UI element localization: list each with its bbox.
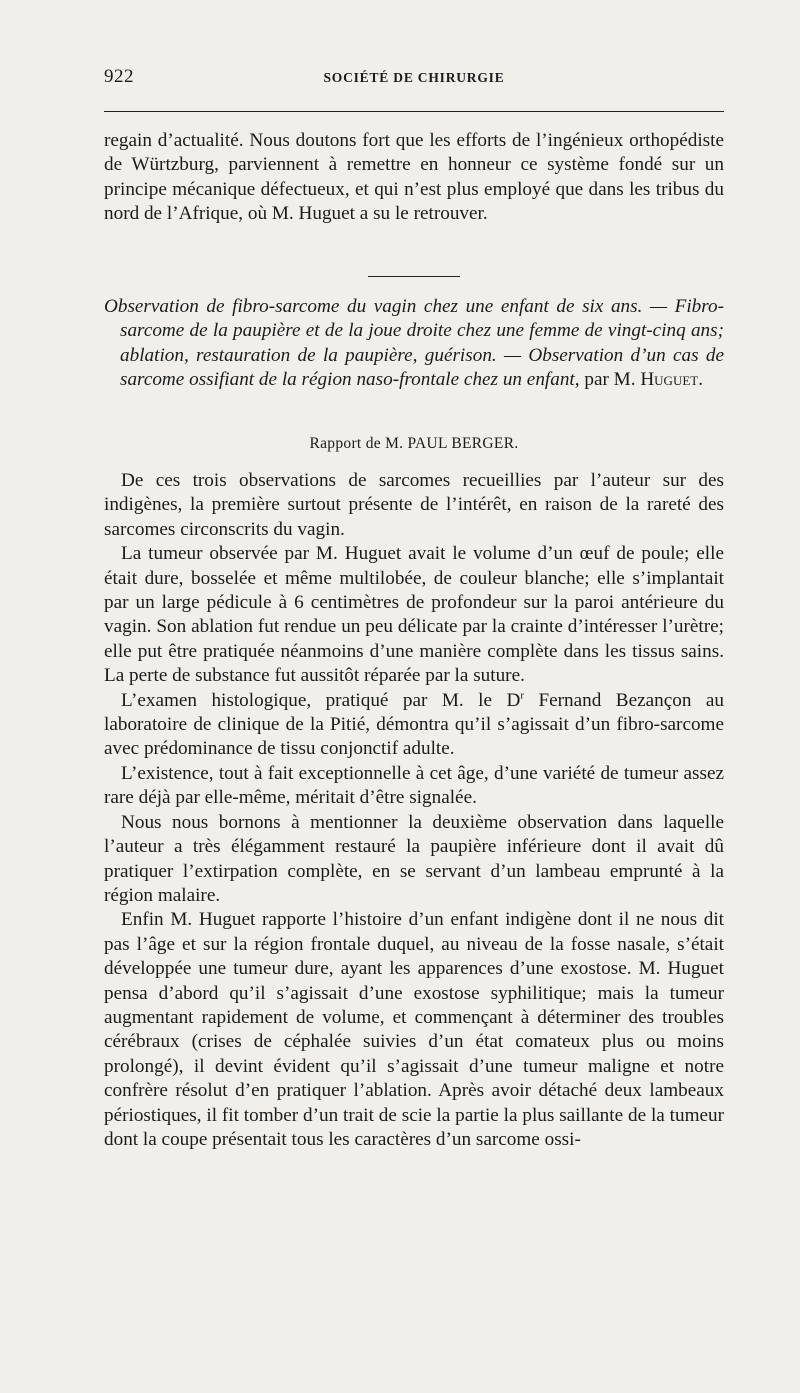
paragraph-histology <box>104 689 724 762</box>
article-title <box>104 295 724 393</box>
histo-after: Fernand Bezançon au laboratoire de clinique de la Pitié, démontra qu’il s’agissait d’un fibro-sarcome avec prédominance de tissu conjonctif adulte. <box>104 689 724 760</box>
title-text: Observation de fibro-sarcome du vagin chez une enfant de six ans. — Fibro-sarcome de la paupière et de la joue droite chez une femme de vingt-cinq ans; ablation, restauration de la paupière, guérison. — Observation d’un cas de sarcome ossifiant de la région naso-frontale chez un enfant, <box>104 296 724 391</box>
header-rule <box>104 111 724 112</box>
histo-before: L’examen histologique, pratiqué par M. le D <box>121 689 521 711</box>
section-separator <box>368 276 460 277</box>
page-number: 922 <box>104 66 134 87</box>
running-head: SOCIÉTÉ DE CHIRURGIE <box>323 70 505 85</box>
title-by: par M. <box>584 369 636 391</box>
intro-block <box>104 129 724 227</box>
paragraph: Nous nous bornons à mentionner la deuxième observation dans laquelle l’auteur a très élégamment restauré la paupière inférieure dont il avait dû pratiquer l’extirpation complète, en se servant d’un lambeau emprunté à la région malaire. <box>104 811 724 906</box>
histo-sup: r <box>520 689 524 702</box>
paragraph: La tumeur observée par M. Huguet avait le volume d’un œuf de poule; elle était dure, bosselée et même multilobée, de couleur blanche; elle s’implantait par un large pédicule à 6 centimètres de profondeur sur la paroi antérieure du vagin. Son ablation fut rendue un peu délicate par la crainte d’intéresser l’urètre; elle put être pratiquée néanmoins d’une manière complète dans les tissus sains. La perte de substance fut aussitôt réparée par la suture. <box>104 543 724 687</box>
paragraph: Enfin M. Huguet rapporte l’histoire d’un enfant indigène dont il ne nous dit pas l’âge et sur la région frontale duquel, au niveau de la fosse nasale, s’était développée une tumeur dure, ayant les apparences d’une exostose. M. Huguet pensa d’abord qu’il s’agissait d’une exostose syphilitique; mais la tumeur augmentant rapidement de volume, et commençant à déterminer des troubles cérébraux (crises de céphalée suivies d’un état comateux plus ou moins prolongé), il devint évident qu’il s’agissait d’une tumeur maligne et notre confrère résolut d’en pratiquer l’ablation. Après avoir détaché deux lambeaux périostiques, il fit tomber d’un trait de scie la partie la plus saillante de la tumeur dont la coupe présentait tous les caractères d’un sarcome ossi- <box>104 909 724 1150</box>
paragraph: De ces trois observations de sarcomes recueillies par l’auteur sur des indigènes, la première surtout présente de l’intérêt, en raison de la rareté des sarcomes circonscrits du vagin. <box>104 470 724 540</box>
rapport-text: Rapport de M. PAUL BERGER. <box>309 435 519 452</box>
rapport-line <box>104 435 724 453</box>
report-body <box>104 469 724 1152</box>
page-header <box>104 66 724 96</box>
paragraph: L’existence, tout à fait exceptionnelle à cet âge, d’une variété de tumeur assez rare déjà par elle-même, méritait d’être signalée. <box>104 762 724 809</box>
title-author: Huguet. <box>640 369 704 391</box>
intro-paragraph: regain d’actualité. Nous doutons fort que les efforts de l’ingénieux orthopédiste de Würtzburg, parviennent à remettre en honneur ce système fondé sur un principe mécanique défectueux, et qui n’est plus employé que dans les tribus du nord de l’Afrique, où M. Huguet a su le retrouver. <box>104 130 724 225</box>
